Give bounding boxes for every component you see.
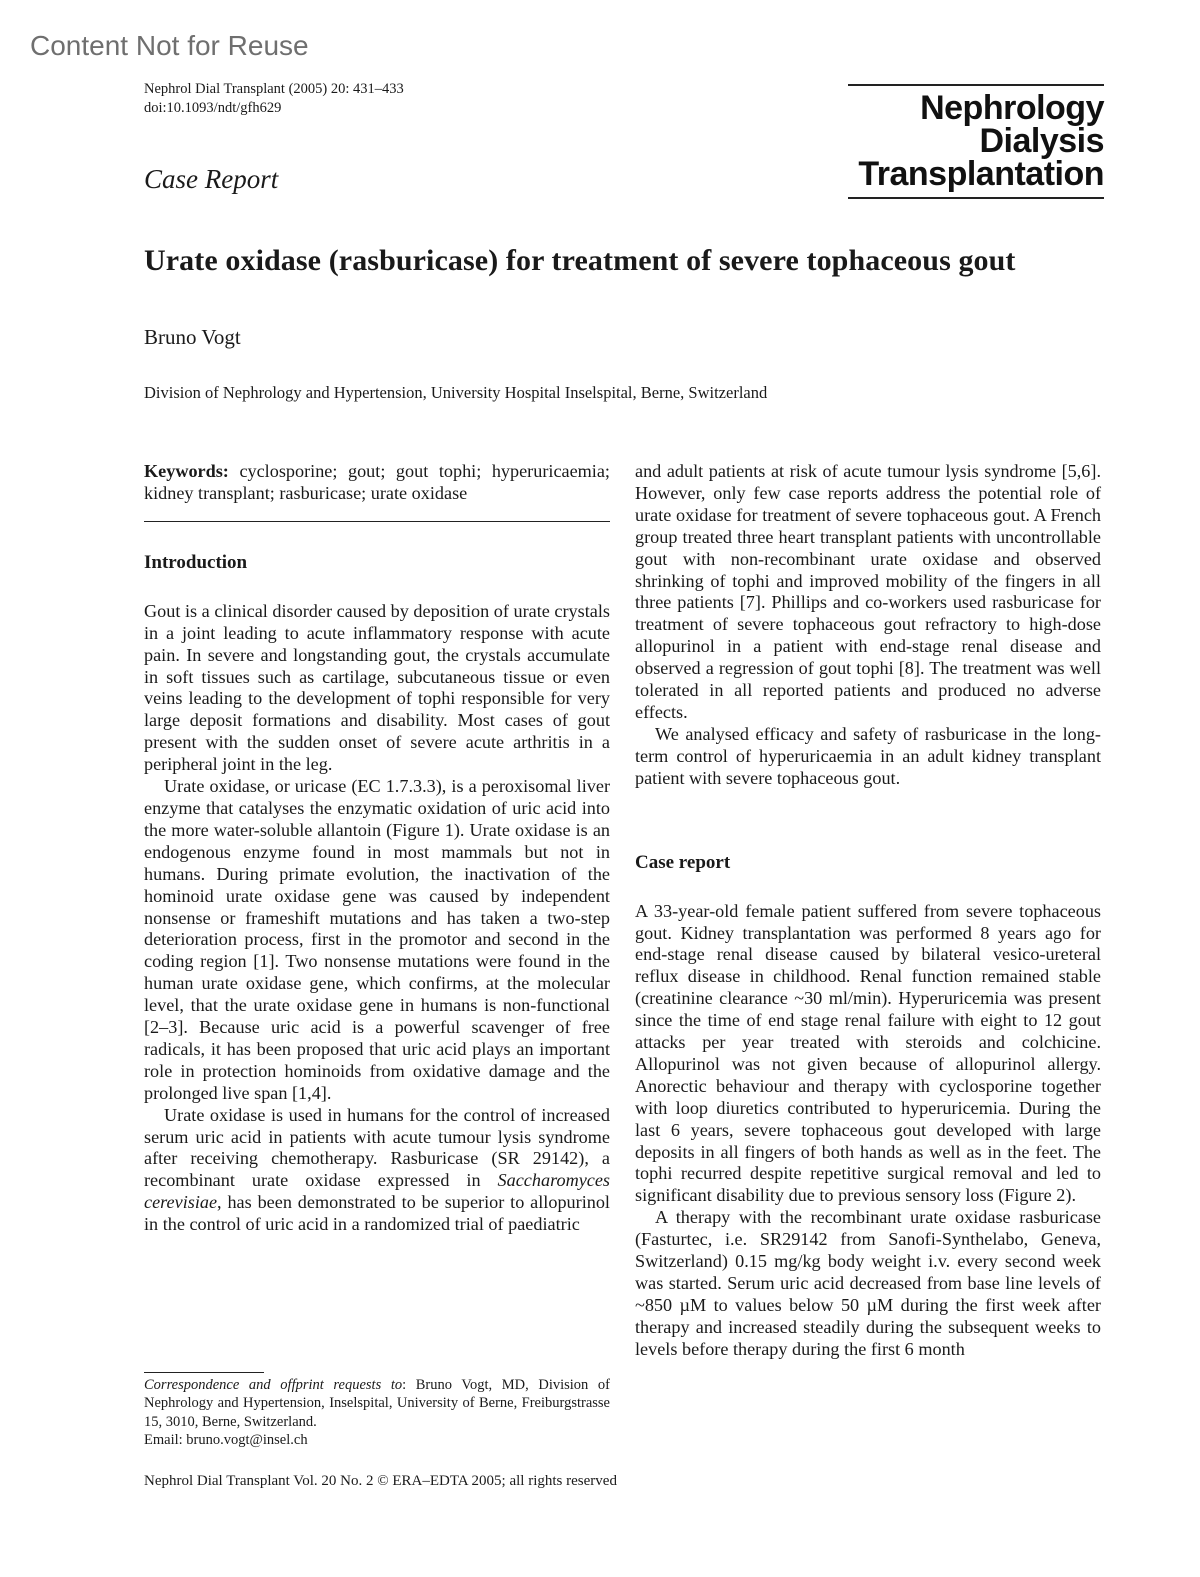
- keywords: [144, 461, 610, 505]
- case-report-heading: Case report: [635, 851, 731, 873]
- keywords-label: Keywords:: [144, 461, 229, 481]
- paragraph: We analysed efficacy and safety of rasburicase in the long-term control of hyperuricaemia in an adult kidney transplant patient with severe tophaceous gout.: [635, 723, 1101, 788]
- citation-line: Nephrol Dial Transplant (2005) 20: 431–433: [144, 81, 404, 97]
- paragraph: Gout is a clinical disorder caused by deposition of urate crystals in a joint leading to acute inflammatory response with acute pain. In severe and longstanding gout, the crystals accumulate in soft tissues such as cartilage, subcutaneous tissue or even veins leading to the development of tophi responsible for very large deposit formations and disability. Most cases of gout present with the sudden onset of severe acute arthritis in a peripheral joint in the leg.: [144, 600, 610, 775]
- watermark: Content Not for Reuse: [30, 30, 309, 61]
- journal-logo-line: Dialysis: [979, 122, 1104, 160]
- correspondence-footnote: [144, 1376, 610, 1449]
- right-column: [635, 461, 1101, 1361]
- paragraph: A 33-year-old female patient suffered from severe tophaceous gout. Kidney transplantation was performed 8 years ago for end-stage renal disease caused by bilateral vesico-ureteral reflux disease in childhood. Renal function remained stable (creatinine clearance ~30 ml/min). Hyperuricemia was present since the time of end stage renal failure with eight to 12 gout attacks per year treated with steroids and colchicine. Allopurinol was not given because of allopurinol allergy. Anorectic behaviour and therapy with cyclosporine together with loop diuretics contributed to hyperuricemia. During the last 6 years, severe tophaceous gout developed with large deposits in all fingers of both hands as well as in the feet. The tophi recurred despite repetitive surgical removal and led to significant disability due to previous sensory loss (Figure 2).: [635, 900, 1101, 1206]
- species-name: Saccharomyces cerevisiae: [144, 1170, 610, 1213]
- text-span: , has been demonstrated to be superior to allopurinol in the control of uric acid in a randomized trial of paediatric: [144, 1192, 610, 1235]
- author: Bruno Vogt: [144, 325, 241, 349]
- keywords-divider: [144, 521, 610, 522]
- correspondence-email: Email: bruno.vogt@insel.ch: [144, 1431, 308, 1448]
- footnote-text: : Bruno Vogt, MD, Division of Nephrology and Hypertension, Inselspital, University of Berne, Freiburgstrasse 15, 3010, Berne, Switzerland.: [144, 1377, 610, 1430]
- paragraph: and adult patients at risk of acute tumour lysis syndrome [5,6]. However, only few case reports address the potential role of urate oxidase for treatment of severe tophaceous gout. A French group treated three heart transplant patients with uncontrollable gout with non-recombinant urate oxidase and observed shrinking of tophi and improved mobility of the fingers in all three patients [7]. Phillips and co-workers used rasburicase for treatment of severe tophaceous gout refractory to high-dose allopurinol in a patient with end-stage renal disease and observed a regression of gout tophi [8]. The treatment was well tolerated in all reported patients and produced no adverse effects.: [635, 461, 1101, 722]
- journal-logo-line: Transplantation: [858, 155, 1104, 193]
- article-title: Urate oxidase (rasburicase) for treatment of severe tophaceous gout: [144, 244, 1016, 277]
- page-footer: Nephrol Dial Transplant Vol. 20 No. 2 © ERA–EDTA 2005; all rights reserved: [144, 1473, 617, 1489]
- affiliation: Division of Nephrology and Hypertension, University Hospital Inselspital, Berne, Switzerland: [144, 383, 768, 402]
- left-column: [144, 461, 610, 1236]
- introduction-heading: Introduction: [144, 551, 248, 573]
- footnote-divider: [144, 1372, 264, 1373]
- paragraph: A therapy with the recombinant urate oxidase rasburicase (Fasturtec, i.e. SR29142 from Sanofi-Synthelabo, Geneva, Switzerland) 0.15 mg/kg body weight i.v. every second week was started. Serum uric acid decreased from base line levels of ~850 µM to values below 50 µM during the first week after therapy and increased steadily during the subsequent weeks to levels before therapy during the first 6 month: [635, 1207, 1101, 1359]
- citation: [144, 80, 404, 118]
- journal-logo: [848, 84, 1104, 199]
- text-span: Urate oxidase is used in humans for the control of increased serum uric acid in patients with acute tumour lysis syndrome after receiving chemotherapy. Rasburicase (SR 29142), a recombinant urate oxidase expressed in: [144, 1104, 610, 1191]
- footnote-label: Correspondence and offprint requests to: [144, 1377, 403, 1393]
- journal-logo-line: Nephrology: [920, 89, 1104, 127]
- paragraph: Urate oxidase, or uricase (EC 1.7.3.3), is a peroxisomal liver enzyme that catalyses the enzymatic oxidation of uric acid into the more water-soluble allantoin (Figure 1). Urate oxidase is an endogenous enzyme found in most mammals but not in humans. During primate evolution, the inactivation of the hominoid urate oxidase gene was caused by independent nonsense or frameshift mutations and has taken a two-step deterioration process, first in the promotor and second in the coding region [1]. Two nonsense mutations were found in the human urate oxidase gene, which confirms, at the molecular level, that the urate oxidase gene in humans is non-functional [2–3]. Because uric acid is a powerful scavenger of free radicals, it has been proposed that uric acid plays an important role in protection hominoids from oxidative damage and the prolonged live span [1,4].: [144, 776, 610, 1103]
- paragraph: [144, 1105, 610, 1236]
- section-type: Case Report: [144, 164, 279, 194]
- doi: doi:10.1093/ndt/gfh629: [144, 100, 282, 116]
- keywords-text: cyclosporine; gout; gout tophi; hyperuricaemia; kidney transplant; rasburicase; urate oxidase: [144, 461, 610, 503]
